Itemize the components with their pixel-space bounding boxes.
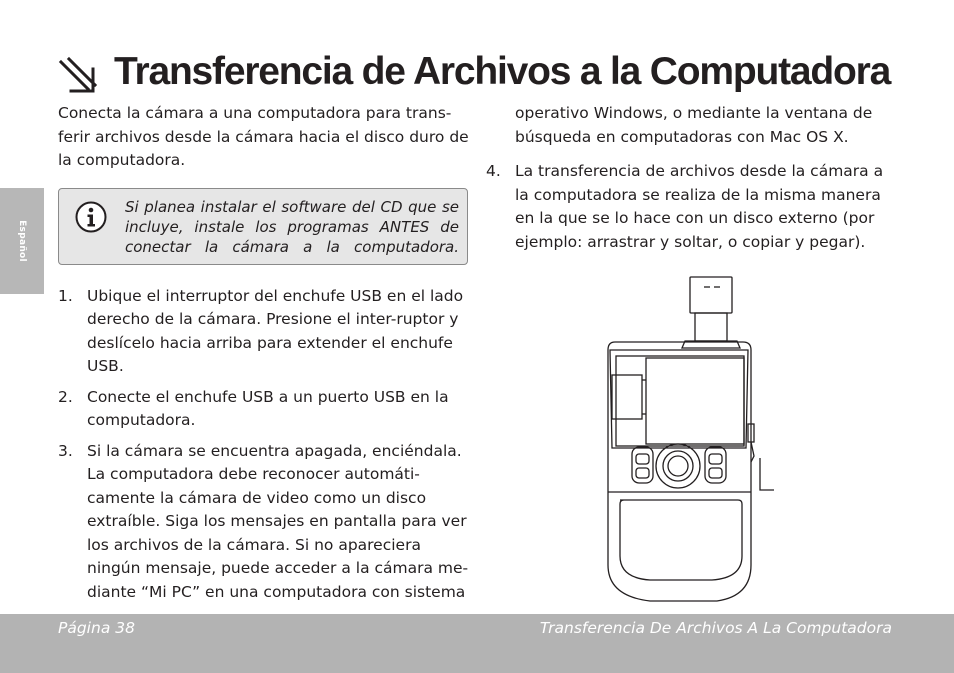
list-item [58,386,472,433]
step-text: La transferencia de archivos desde la cámara a la computadora se realiza de la misma manera en la que se lo hace con un disco externo (por ejemplo: arrastrar y soltar, o copiar y pegar). [515,162,884,251]
steps-list [58,285,472,605]
page-footer [0,614,954,673]
step-text: Conecte el enchufe USB a un puerto USB en la computadora. [87,387,449,429]
left-column [58,102,472,611]
step-number: 3. [58,441,73,460]
step-text: Ubique el interruptor del enchufe USB en el lado derecho de la cámara. Presione el inter-ruptor y deslícelo hacia arriba para extender el enchufe USB. [87,286,464,375]
footer-section-title: Transferencia De Archivos A La Computadora [539,619,892,637]
info-note [58,188,468,265]
note-text: Si planea instalar el software del CD que se incluye, instale los programas ANTES de conectar la cámara a la computadora. [125,197,459,256]
camera-usb-illustration [590,270,790,610]
intro-paragraph: Conecta la cámara a una computadora para trans-ferir archivos desde la cámara hacia el disco duro de la computadora. [58,104,469,169]
steps-list-continued [486,160,886,254]
info-icon [75,201,107,233]
list-item [486,160,886,254]
page-heading [58,50,918,98]
list-item [58,285,472,379]
arrow-down-right-icon [58,56,98,96]
language-side-tab [0,188,44,294]
list-item [58,440,472,605]
language-label: Español [17,220,27,262]
page-title: Transferencia de Archivos a la Computadora [114,50,891,93]
step-text: Si la cámara se encuentra apagada, enciéndala. La computadora debe reconocer automáti-camente la cámara de video como un disco extraíble. Siga los mensajes en pantalla para ver los archivos de la cámara. Si no apareciera ningún mensaje, puede acceder a la cámara me-diante “Mi PC” en una computadora con sistema [87,441,469,601]
step-3-continued: operativo Windows, o mediante la ventana de búsqueda en computadoras con Mac OS X. [515,104,873,146]
step-number: 2. [58,387,73,406]
step-number: 1. [58,286,73,305]
right-column [486,102,886,261]
step-number: 4. [486,162,501,180]
page-number: Página 38 [58,619,135,637]
